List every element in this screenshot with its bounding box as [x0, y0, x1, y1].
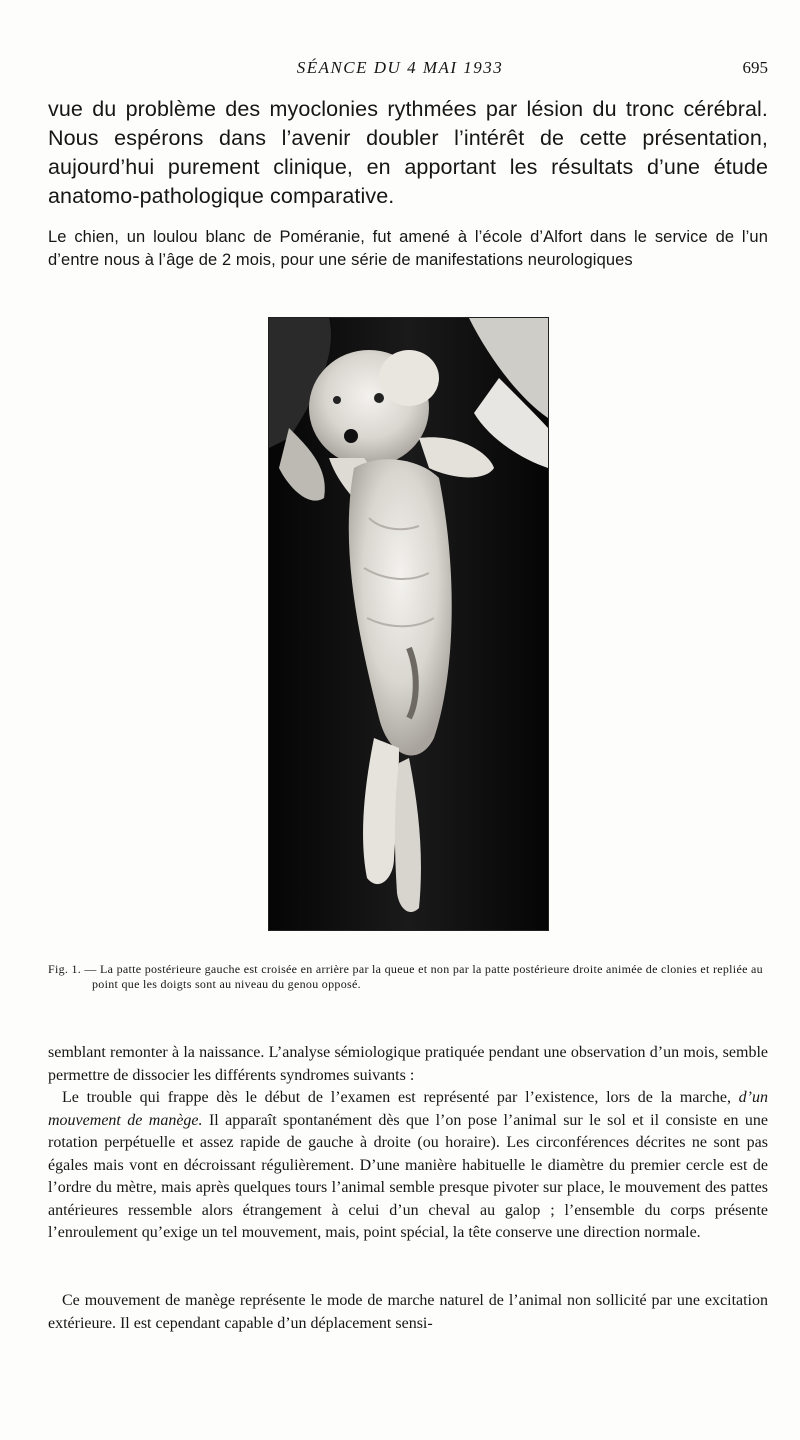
running-head — [0, 58, 800, 82]
body-paragraph-2-start: Le trouble qui frappe dès le début de l’examen est représenté par l’existence, lors de la marche, — [62, 1089, 731, 1106]
caption-label: Fig. 1. — — [48, 962, 97, 976]
figure-caption — [48, 962, 768, 992]
running-title: SÉANCE DU 4 MAI 1933 — [296, 58, 504, 77]
page-number: 695 — [742, 58, 768, 77]
caption-text: La patte postérieure gauche est croisée en arrière par la queue et non par la patte postérieure droite animée de clonies et repliée au point que les doigts sont au niveau du genou opposé. — [92, 962, 763, 991]
body-paragraph-2 — [48, 1087, 768, 1245]
body-paragraph-3: Ce mouvement de manège représente le mode de marche naturel de l’animal non sollicité par une excitation extérieure. Il est cependant capable d’un déplacement sensi- — [48, 1292, 768, 1332]
body-paragraph-1: semblant remonter à la naissance. L’analyse sémiologique pratiquée pendant une observation d’un mois, semble permettre de dissocier les différents syndromes suivants : — [48, 1044, 768, 1084]
case-paragraph: Le chien, un loulou blanc de Poméranie, fut amené à l’école d’Alfort dans le service de l’un d’entre nous à l’âge de 2 mois, pour une série de manifestations neurologiques — [48, 228, 768, 269]
figure-photograph — [268, 317, 549, 931]
body-paragraph-2-italic: d’un mouvement de manège. — [48, 1089, 768, 1129]
dog-photo-illustration — [269, 318, 548, 930]
body-paragraph-2-rest: Il apparaît spontanément dès que l’on pose l’animal sur le sol et il consiste en une rotation perpétuelle et assez rapide de gauche à droite (ou horaire). Les circonférences décrites ne sont pas égales mais vont en décroissant régulièrement. D’une manière habituelle le diamètre du premier cercle est de l’ordre du mètre, mais après quelques tours l’animal semble presque pivoter sur place, le mouvement des pattes antérieures ressemble alors étrangement à celui d’un cheval au galop ; l’ensemble du corps présente l’enroulement qu’exige un tel mouvement, mais, point spécial, la tête conserve une direction normale. — [48, 1111, 768, 1241]
intro-paragraph: vue du problème des myoclonies rythmées par lésion du tronc cérébral. Nous espérons dans l’avenir doubler l’intérêt de cette présentation, aujourd’hui purement clinique, en apportant les résultats d’une étude anatomo-pathologique comparative. — [48, 97, 768, 208]
